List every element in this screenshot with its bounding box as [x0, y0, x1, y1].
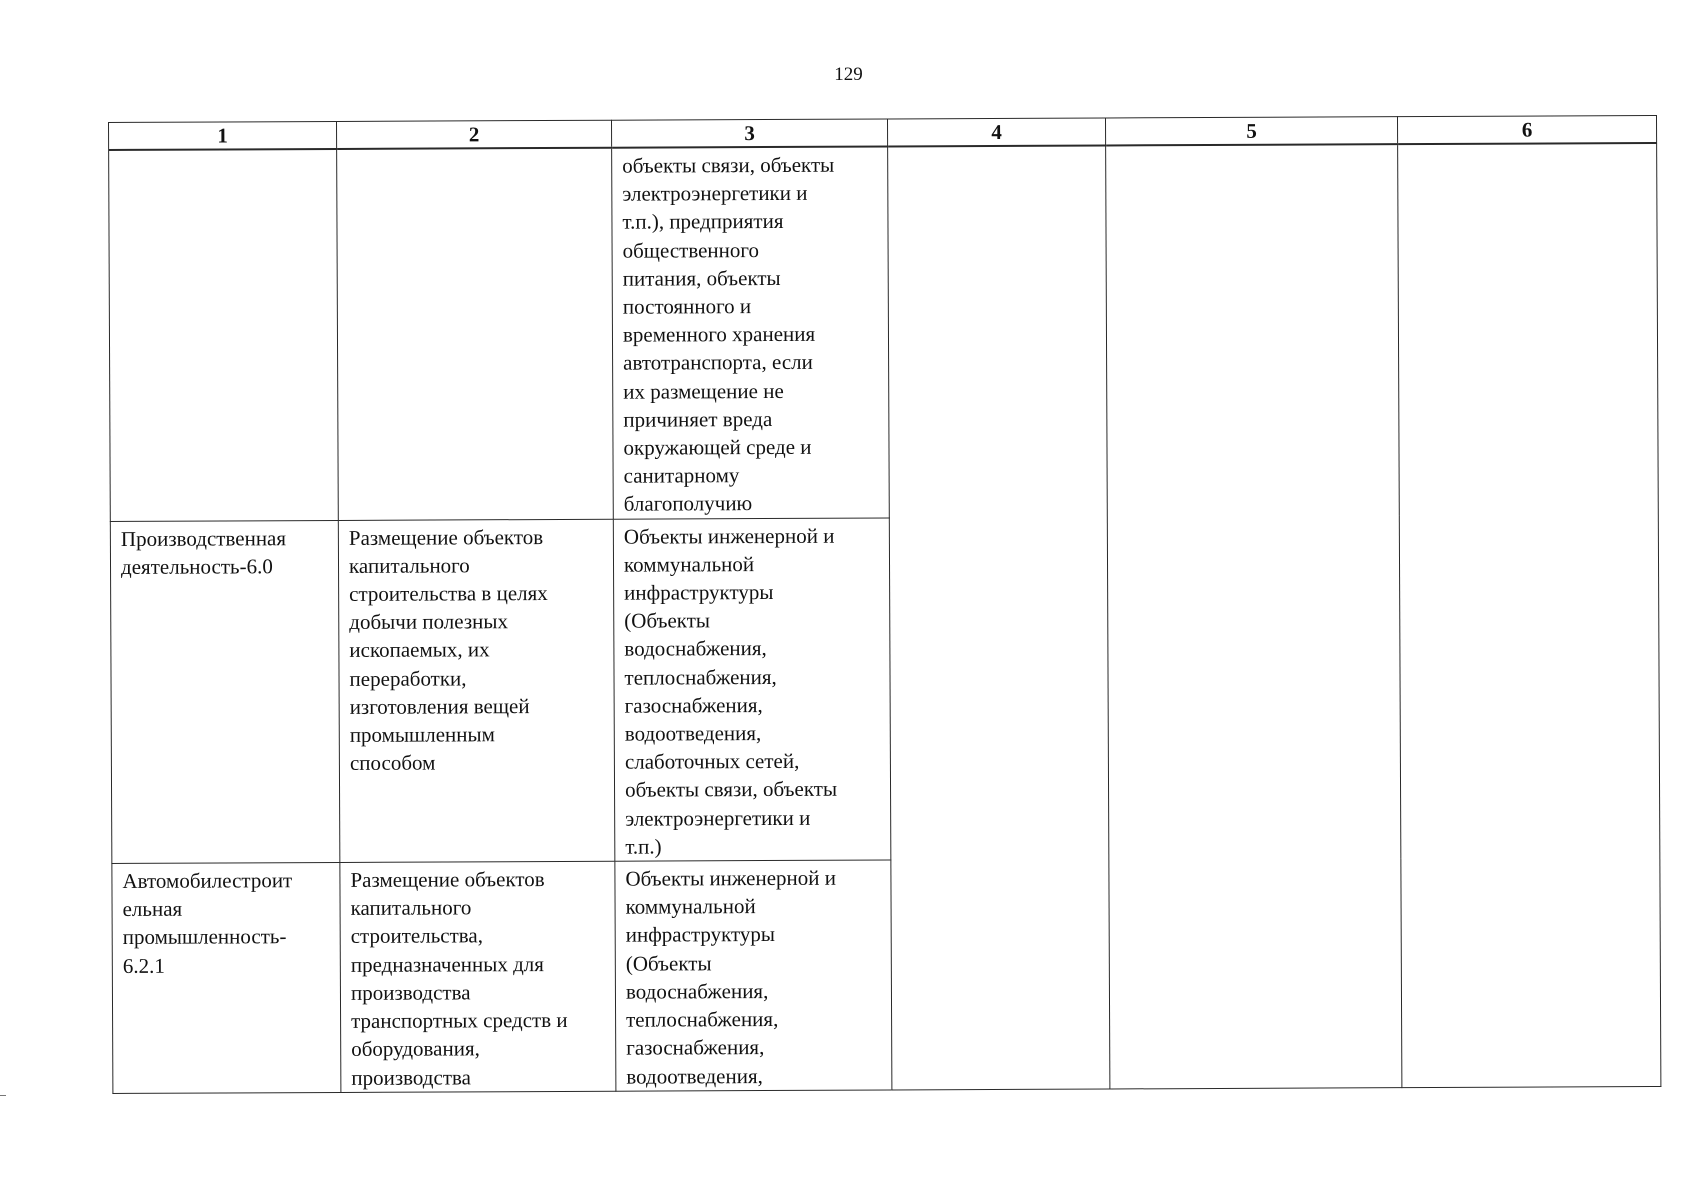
row2-col3-cell	[613, 518, 891, 862]
row3-col1-cell	[112, 863, 341, 1094]
row2-col2-text: Размещение объектов капитального строительства в целях добычи полезных ископаемых, их переработки, изготовления вещей промышленным способом	[348, 524, 548, 776]
row1-col2-text	[347, 152, 601, 153]
table-row	[109, 143, 1659, 521]
row2-col3-text: Объекты инженерной и коммунальной инфраструктуры (Объекты водоснабжения, теплоснабжения, газоснабжения, водоотведения, слаботочных сетей, объекты связи, объекты электроэнергетики и т.п.)	[623, 523, 838, 859]
row2-col1-cell	[110, 520, 340, 863]
row3-col1-text: Автомобилестроит ельная промышленность- 6.2.1	[122, 868, 293, 978]
row1-col3-cell	[612, 146, 890, 518]
margin-mark	[0, 1095, 6, 1096]
row3-col3-cell	[615, 860, 892, 1091]
row1-col2-cell	[337, 148, 614, 520]
column-header-2: 2	[336, 120, 611, 149]
column-header-1: 1	[109, 121, 337, 150]
column-6-cell	[1398, 143, 1661, 1087]
land-use-table	[108, 115, 1661, 1094]
column-header-6: 6	[1397, 115, 1656, 144]
row3-col2-text: Размещение объектов капитального строительства, предназначенных для производства транспортных средств и оборудования, производства	[350, 867, 568, 1090]
row2-col2-cell	[338, 519, 615, 863]
column-header-5: 5	[1105, 117, 1397, 146]
column-4-cell	[888, 145, 1110, 1089]
row1-col1-text	[119, 153, 326, 154]
column-header-3: 3	[611, 119, 887, 148]
row3-col2-cell	[340, 861, 616, 1092]
row1-col1-cell	[109, 149, 339, 521]
page-number: 129	[834, 64, 863, 85]
row1-col3-text: объекты связи, объекты электроэнергетики и т.п.), предприятия общественного питания, объекты постоянного и временного хранения автотранспорта, если их размещение не причиняет вреда окружающей среде и санитарному благополучию	[622, 152, 835, 517]
row3-col3-text: Объекты инженерной и коммунальной инфраструктуры (Объекты водоснабжения, теплоснабжения, газоснабжения, водоотведения,	[625, 865, 837, 1089]
column-header-4: 4	[887, 118, 1105, 146]
column-5-cell	[1106, 144, 1402, 1089]
row2-col1-text: Производственная деятельность-6.0	[120, 525, 287, 579]
